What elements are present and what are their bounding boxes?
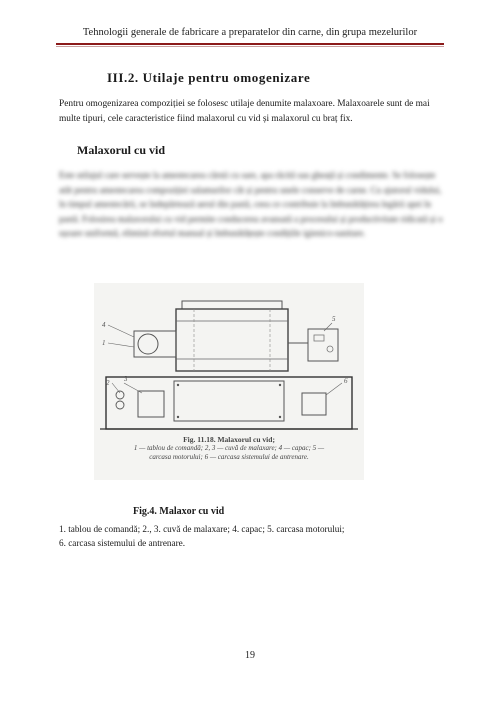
part-label-4: 4	[102, 321, 106, 329]
figure-inner-caption-line: carcasa motorului; 6 — carcasa sistemului de antrenare.	[149, 453, 309, 461]
figure-label: Fig.4. Malaxor cu vid	[133, 506, 225, 517]
legend-line: 6. carcasa sistemului de antrenare.	[59, 538, 186, 548]
figure-inner-caption-line: 1 — tablou de comandă; 2, 3 — cuvă de malaxare; 4 — capac; 5 —	[133, 444, 325, 452]
part-label-1: 1	[102, 339, 106, 347]
malaxor-figure	[94, 283, 364, 480]
subsection-title: Malaxorul cu vid	[77, 143, 166, 157]
part-label-6: 6	[344, 377, 348, 385]
section-title: III.2. Utilaje pentru omogenizare	[107, 70, 311, 85]
figure-inner-caption	[94, 435, 364, 462]
blurred-paragraph: Este utilajul care servește la amestecarea cărnii cu sare, apa răcită sau gheață și condimente. Se folosește atât pentru amestecarea compoziției salamurilor cât și pentru unele conserve de carne. Cu ajutorul vidului, în timpul amestecării, se îndepărtează aerul din pastă, ceea ce contribuie la îmbunătățirea legării apei în pastă. Folosirea malaxorului cu vid permite conducerea avansată a procesului și productivitate ridicată și o ușoare uniformă, elimină efortul manual și îmbunătățește condițiile igienico-sanitare.	[59, 170, 443, 238]
figure-legend	[59, 522, 449, 550]
part-label-2: 2	[106, 379, 110, 387]
intro-paragraph: Pentru omogenizarea compoziției se folosesc utilaje denumite malaxoare. Malaxoarele sunt de mai multe tipuri, cele caracteristice fiind malaxorul cu vid și malaxorul cu braț fix.	[59, 99, 430, 124]
running-header: Tehnologii generale de fabricare a preparatelor din carne, din grupa mezelurilor	[82, 27, 418, 38]
header-rule-secondary	[56, 46, 444, 47]
page-number: 19	[245, 650, 255, 661]
part-label-5: 5	[332, 315, 336, 323]
figure-inner-caption-title: Fig. 11.18. Malaxorul cu vid;	[183, 435, 275, 444]
legend-line: 1. tablou de comandă; 2., 3. cuvă de malaxare; 4. capac; 5. carcasa motorului;	[59, 524, 345, 534]
header-rule	[56, 43, 444, 45]
part-label-3: 3	[124, 375, 128, 383]
